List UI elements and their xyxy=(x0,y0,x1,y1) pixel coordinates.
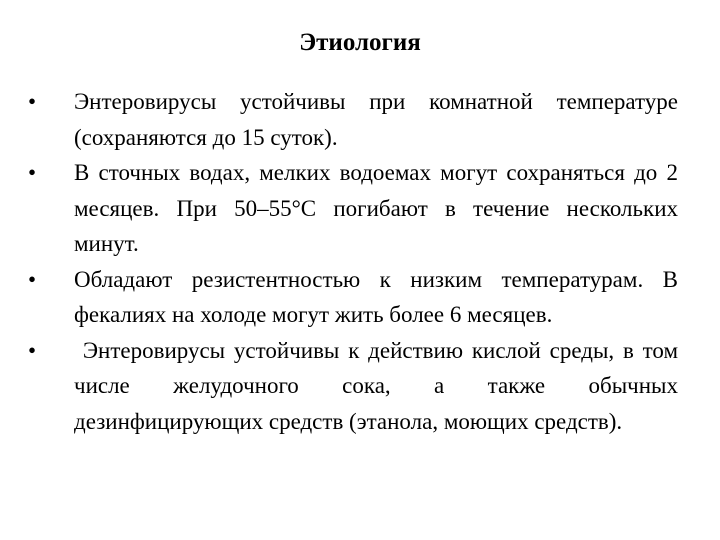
bullet-text: Энтеровирусы устойчивы к действию кислой среды, в том числе желудочного сока, а также обычных дезинфицирующих средств (этанола, моющих средств). xyxy=(74,337,684,434)
bullet-icon: • xyxy=(28,266,37,292)
bullet-icon: • xyxy=(28,89,37,114)
slide-title: Этиология xyxy=(299,29,421,56)
bullet-item xyxy=(28,333,684,440)
bullet-text: Обладают резистентностью к низким температурам. В фекалиях на холоде могут жить более 6 месяцев. xyxy=(74,266,678,327)
bullet-text: В сточных водах, мелких водоемах могут сохраняться до 2 месяцев. При 50–55°С погибают в течение нескольких минут. xyxy=(74,160,678,256)
bullet-item xyxy=(28,155,678,262)
bullet-text: Энтеровирусы устойчивы при комнатной температуре (сохраняются до 15 суток). xyxy=(74,89,678,150)
bullet-item xyxy=(28,262,678,333)
bullet-icon: • xyxy=(28,337,37,363)
bullet-list xyxy=(28,84,684,439)
bullet-item xyxy=(28,84,678,155)
bullet-icon: • xyxy=(28,160,37,185)
